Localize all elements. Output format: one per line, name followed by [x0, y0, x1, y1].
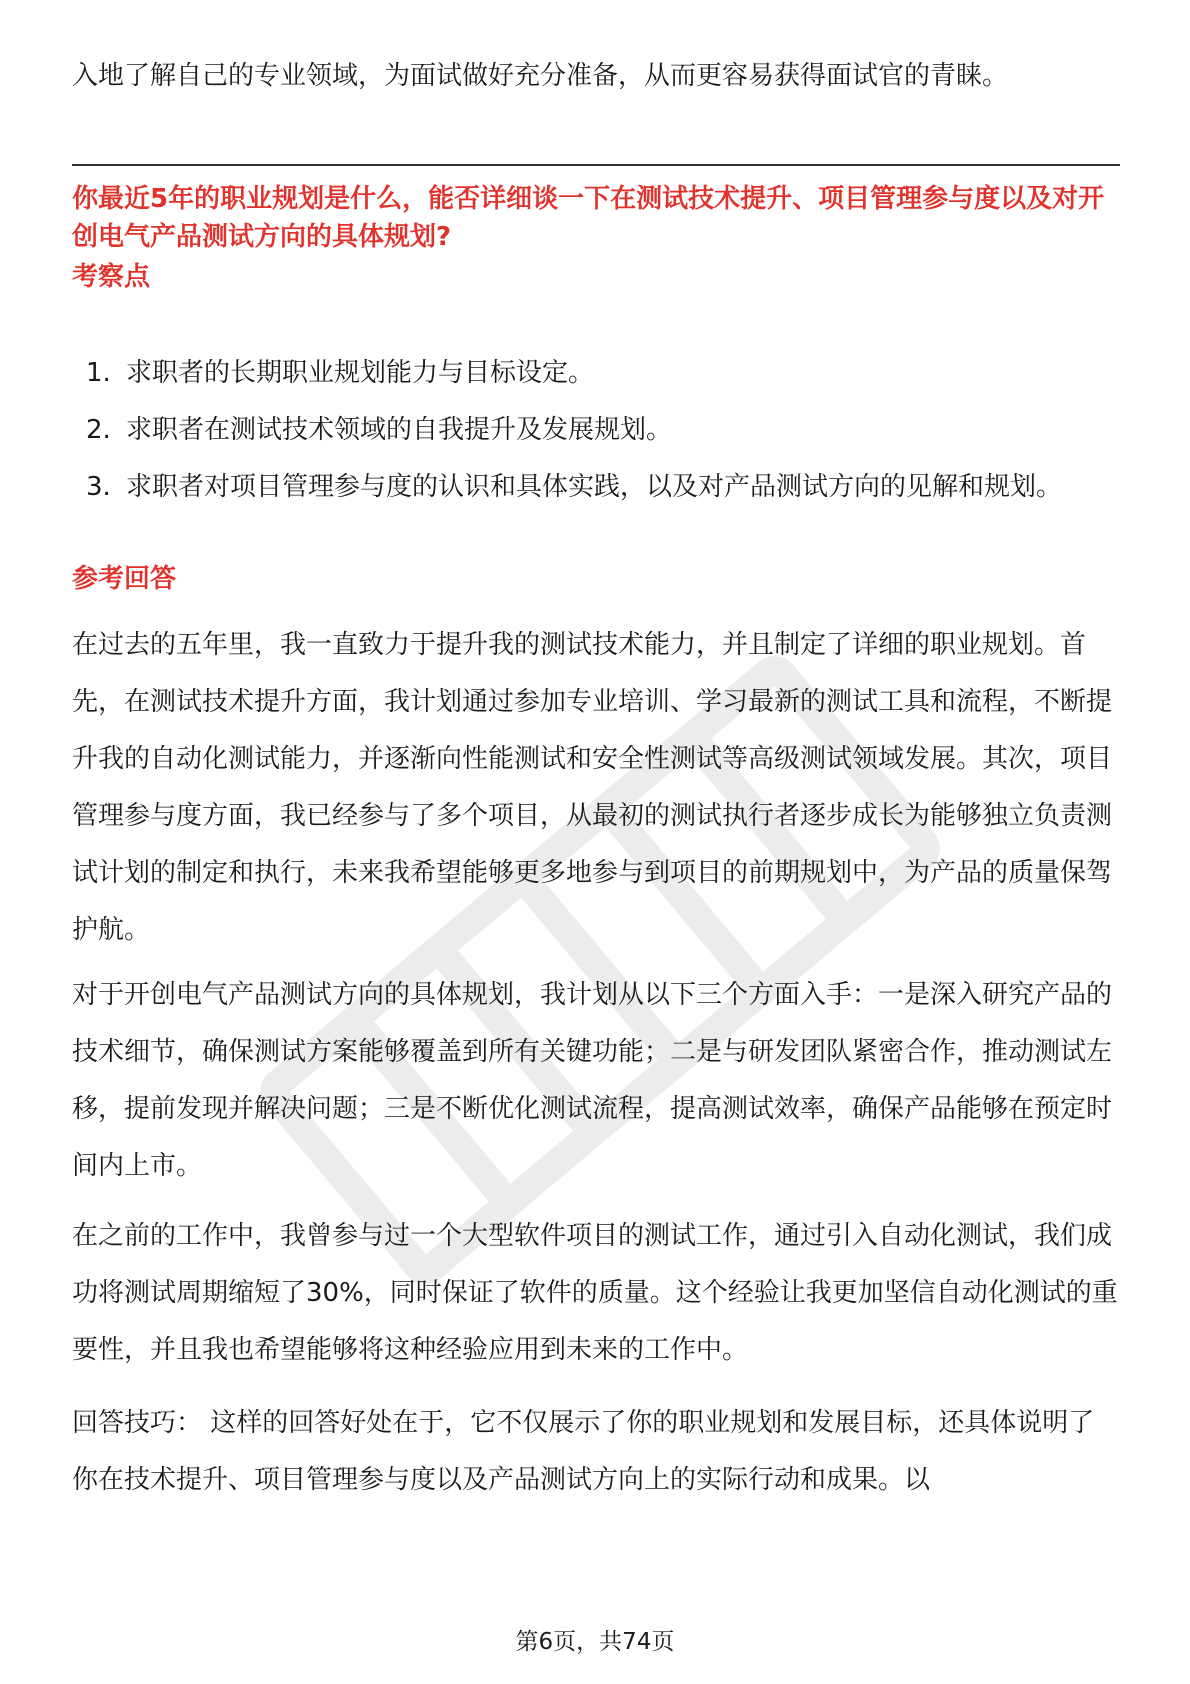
list-item	[72, 402, 1120, 459]
answer-paragraph: 在之前的工作中，我曾参与过一个大型软件项目的测试工作，通过引入自动化测试，我们成功将测试周期缩短了30%，同时保证了软件的质量。这个经验让我更加坚信自动化测试的重要性，并且我也希望能够将这种经验应用到未来的工作中。	[72, 1221, 1118, 1365]
list-item	[72, 459, 1120, 516]
focus-points-list	[72, 345, 1120, 516]
list-item-text: 求职者的长期职业规划能力与目标设定。	[126, 358, 595, 388]
answer-paragraph: 对于开创电气产品测试方向的具体规划，我计划从以下三个方面入手：一是深入研究产品的技术细节，确保测试方案能够覆盖到所有关键功能；二是与研发团队紧密合作，推动测试左移，提前发现并解决问题；三是不断优化测试流程，提高测试效率，确保产品能够在预定时间内上市。	[72, 980, 1113, 1181]
answer-paragraph: 在过去的五年里，我一直致力于提升我的测试技术能力，并且制定了详细的职业规划。首先，在测试技术提升方面，我计划通过参加专业培训、学习最新的测试工具和流程，不断提升我的自动化测试能力，并逐渐向性能测试和安全性测试等高级测试领域发展。其次，项目管理参与度方面，我已经参与了多个项目，从最初的测试执行者逐步成长为能够独立负责测试计划的制定和执行，未来我希望能够更多地参与到项目的前期规划中，为产品的质量保驾护航。	[72, 630, 1113, 945]
answer-heading: 参考回答	[72, 564, 177, 594]
intro-tail-text: 入地了解自己的专业领域，为面试做好充分准备，从而更容易获得面试官的青睐。	[72, 61, 1009, 91]
list-item-number: 3.	[86, 472, 111, 502]
answer-tips: 回答技巧： 这样的回答好处在于，它不仅展示了你的职业规划和发展目标，还具体说明了你在技术提升、项目管理参与度以及产品测试方向上的实际行动和成果。以	[72, 1408, 1095, 1495]
list-item	[72, 345, 1120, 402]
list-item-text: 求职者对项目管理参与度的认识和具体实践，以及对产品测试方向的见解和规划。	[126, 472, 1063, 502]
page-number-footer: 第6页，共74页	[515, 1629, 675, 1655]
list-item-number: 1.	[86, 358, 111, 388]
question-heading: 你最近5年的职业规划是什么，能否详细谈一下在测试技术提升、项目管理参与度以及对开创电气产品测试方向的具体规划?	[72, 184, 1105, 252]
focus-heading: 考察点	[72, 262, 151, 292]
list-item-text: 求职者在测试技术领域的自我提升及发展规划。	[126, 415, 673, 445]
list-item-number: 2.	[86, 415, 111, 445]
section-divider	[72, 164, 1120, 166]
